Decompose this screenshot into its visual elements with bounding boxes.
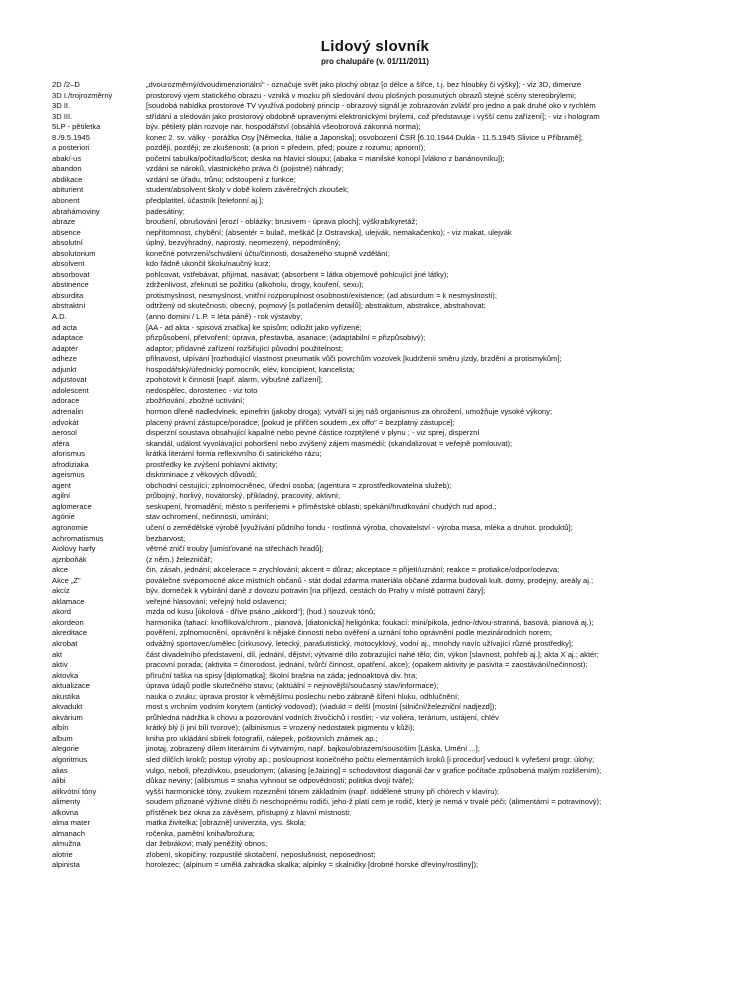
entry-definition: seskupení, hromadění; město s periferiemi + příměstské oblasti; spékání/hrudkování chudých rud apod.; bbox=[146, 501, 497, 511]
entry-definition: vzdání se úřadu, trůnu; odstoupení z funkce; bbox=[146, 174, 296, 184]
entry-definition: důkaz neviny; (alibismus = snaha vyhnout se odpovědnosti; politika dvojí tváře); bbox=[146, 776, 414, 786]
dictionary-entry bbox=[52, 534, 738, 545]
dictionary-entry bbox=[52, 808, 738, 819]
entry-definition: student/absolvent školy v době kolem závěrečných zkoušek; bbox=[146, 185, 350, 195]
entry-definition: broušení, obrušování [erozí - oblázky; brusivem - úprava ploch]; výškrab/kyretáž; bbox=[146, 217, 418, 227]
dictionary-entry bbox=[52, 270, 738, 281]
entry-definition: pohlcovat, vstřebávat, přijímat, nasávat; (absorbent = látka objemově pohlcující jiné látky); bbox=[146, 269, 449, 279]
entry-definition: most s vrchním vodním korytem (antický vodovod); (viadukt = delší [mostní [silniční/železniční nadjezd]); bbox=[146, 702, 497, 712]
entry-definition: adaptor; přídavné zařízení rozšiřující původní použitelnost; bbox=[146, 343, 344, 353]
entry-term: adolescent bbox=[52, 385, 89, 395]
dictionary-entry bbox=[52, 744, 738, 755]
entry-term: almužna bbox=[52, 839, 81, 849]
entry-term: adaptace bbox=[52, 333, 84, 343]
entry-definition: (anno domini / L.P. = léta páně) - rok výstavby; bbox=[146, 312, 303, 322]
entry-definition: učení o zemědělské výrobě [využívání půdního fondu - rostlinná výroba, chovatelství - výroba masa, mléka a druhot. produktů]; bbox=[146, 522, 573, 532]
entry-definition: hospodářský/úřednický pomocník, elév, koncipient, kancelista; bbox=[146, 364, 355, 374]
entry-term: akrobat bbox=[52, 638, 78, 648]
entry-term: agronomie bbox=[52, 522, 88, 532]
entry-term: ageismus bbox=[52, 470, 85, 480]
entry-term: alibi bbox=[52, 776, 66, 786]
dictionary-entry bbox=[52, 133, 738, 144]
entry-definition: sled dílčích kroků; postup výroby ap.; posloupnost konečného počtu elementárních kroků [i procedur] vedoucí k vyřešení progr. úlohy; bbox=[146, 755, 595, 764]
dictionary-entry bbox=[52, 586, 738, 597]
entry-term: alma mater bbox=[52, 818, 90, 828]
entry-term: agent bbox=[52, 480, 72, 490]
dictionary-entry bbox=[52, 576, 738, 587]
dictionary-entry bbox=[52, 249, 738, 260]
entry-term: achromatismus bbox=[52, 533, 104, 543]
dictionary-entry bbox=[52, 238, 738, 249]
entry-term: alkovna bbox=[52, 807, 79, 817]
entry-term: afrodiziaka bbox=[52, 459, 89, 469]
entry-definition: průbojný, horlivý, novátorský, příkladný, pracovitý, aktivní; bbox=[146, 491, 341, 501]
entry-definition: odvážný sportovec/umělec [cirkusový, letecký, parašutistický, motocyklový, vodní aj., mnohdy navíc užívající různé prostředky]; bbox=[146, 638, 574, 648]
entry-definition: vyšší harmonické tóny, zvukem rozeznění tónem základním (např. oddělené struny při chórech v klavíru); bbox=[146, 786, 500, 796]
dictionary-entry bbox=[52, 164, 738, 175]
entry-definition: placený právní zástupce/poradce; [pokud je přiřčen soudem „ex offo“ = bezplatný zástupce]; bbox=[146, 417, 455, 427]
entry-term: 5LP - pětiletka bbox=[52, 122, 101, 132]
entry-term: abrahámoviny bbox=[52, 206, 100, 216]
entry-term: 2D /2–D bbox=[52, 80, 80, 89]
dictionary-entry bbox=[52, 565, 738, 576]
entry-definition: diskriminace z věkových důvodů; bbox=[146, 470, 258, 480]
entry-term: aerosol bbox=[52, 428, 77, 438]
entry-term: aforismus bbox=[52, 449, 85, 459]
entry-term: 3D I./trojrozměrný bbox=[52, 90, 113, 100]
dictionary-entry bbox=[52, 312, 738, 323]
entry-term: absolutní bbox=[52, 238, 83, 248]
entry-definition: přístěnek bez okna za závěsem, přístupný z hlavní místnosti; bbox=[146, 807, 352, 817]
dictionary-entry bbox=[52, 597, 738, 608]
dictionary-entry bbox=[52, 80, 738, 91]
dictionary-entry bbox=[52, 850, 738, 861]
entry-term: album bbox=[52, 733, 73, 743]
entry-term: a posteriori bbox=[52, 143, 90, 153]
entry-definition: zbožňování, zbožné uctívání; bbox=[146, 396, 245, 406]
dictionary-entry bbox=[52, 460, 738, 471]
entry-term: adrenalin bbox=[52, 406, 84, 416]
entry-term: adjustovat bbox=[52, 375, 87, 385]
dictionary-entry bbox=[52, 185, 738, 196]
entry-term: aglomerace bbox=[52, 501, 92, 511]
entry-term: ad acta bbox=[52, 322, 77, 332]
dictionary-entry bbox=[52, 470, 738, 481]
dictionary-entry bbox=[52, 523, 738, 534]
dictionary-entry bbox=[52, 555, 738, 566]
entry-definition: obchodní cestující; zplnomocněnec, úřední osoba; (agentura = zprostředkovatelna služeb); bbox=[146, 480, 452, 490]
dictionary-entry bbox=[52, 122, 738, 133]
entry-definition: veřejné hlasování; veřejný hold oslavenci; bbox=[146, 596, 287, 606]
dictionary-entry bbox=[52, 481, 738, 492]
entry-definition: kniha pro ukládání sbírek fotografií, nálepek, poštovních známek ap.; bbox=[146, 733, 378, 743]
dictionary-entry bbox=[52, 333, 738, 344]
entry-definition: zlobení, skopičiny, rozpustilé skotačení, neposlušnost, neposednost; bbox=[146, 849, 376, 859]
dictionary-entry bbox=[52, 607, 738, 618]
entry-term: abandon bbox=[52, 164, 82, 174]
entry-definition: větrné zničí trouby [umísťované na střechách hradů]; bbox=[146, 544, 324, 554]
entry-definition: dar žebrákovi; malý peněžitý obnos; bbox=[146, 839, 268, 849]
entry-definition: část divadelního představení, díl, jednání, dějství; výtvarné dílo zobrazující nahé tělo; čin, výkon [slavnost, pohřeb aj.]; akta X aj.; aktér; bbox=[146, 649, 599, 659]
dictionary-entry bbox=[52, 418, 738, 429]
entry-term: aktiv bbox=[52, 660, 68, 670]
entry-term: akcíz bbox=[52, 586, 70, 596]
dictionary-entry bbox=[52, 91, 738, 102]
entry-definition: jinotaj, zobrazený dílem literárním či výtvarným, např. bajkou/obrazem/sousoším [Láska, Umění ...]; bbox=[146, 744, 480, 754]
entry-definition: matka živitelka; [obrazně] univerzita, vys. škola; bbox=[146, 818, 306, 828]
dictionary-entry bbox=[52, 766, 738, 777]
dictionary-entry bbox=[52, 544, 738, 555]
dictionary-entry bbox=[52, 228, 738, 239]
dictionary-entry bbox=[52, 650, 738, 661]
dictionary-entry bbox=[52, 723, 738, 734]
entry-term: akvárium bbox=[52, 712, 83, 722]
dictionary-entry bbox=[52, 734, 738, 745]
entry-term: aklamace bbox=[52, 596, 85, 606]
entry-term: akordeon bbox=[52, 617, 84, 627]
entry-term: absolvent bbox=[52, 259, 85, 269]
entry-term: algoritmus bbox=[52, 755, 88, 764]
entry-definition: (z něm.) železničář; bbox=[146, 554, 213, 564]
entry-term: agónie bbox=[52, 512, 75, 522]
entry-term: abraze bbox=[52, 217, 76, 227]
dictionary-entry bbox=[52, 491, 738, 502]
dictionary-entry bbox=[52, 787, 738, 798]
entry-term: alegorie bbox=[52, 744, 80, 754]
document-subtitle: pro chalupáře (v. 01/11/2011) bbox=[321, 57, 429, 66]
dictionary-entry bbox=[52, 860, 738, 871]
entry-term: absurdita bbox=[52, 290, 84, 300]
entry-definition: padesátiny; bbox=[146, 206, 185, 216]
entry-definition: vzdání se nároků, vlastnického práva či (pojistné) náhrady; bbox=[146, 164, 344, 174]
entry-definition: mzda od kusu [úkolová - dříve psáno „akkord“]; (hud.) souzvuk tónů; bbox=[146, 607, 376, 617]
entry-term: A.D. bbox=[52, 312, 67, 322]
dictionary-entry bbox=[52, 259, 738, 270]
entry-definition: [soudobá nabídka prostorové TV využívá podobný princip - obrazový signál je zobrazován zvlášť pro jedno a pak druhé oko v rychlém bbox=[146, 101, 596, 111]
entry-term: absorbovat bbox=[52, 269, 90, 279]
entry-definition: horolezec; (alpinum = umělá zahrádka skalka; alpinky = skalničky [drobné horské dřeviny/rostliny]); bbox=[146, 860, 479, 870]
entry-term: 8./9.5.1945 bbox=[52, 132, 91, 142]
entry-definition: střídání a sledován jako prostorový obdobně upravenými elektronickými brýlemi, což představuje i vyšší cenu zařízení]; - viz i hologram bbox=[146, 111, 600, 121]
entry-term: akce bbox=[52, 565, 69, 575]
dictionary-entry bbox=[52, 818, 738, 829]
entry-definition: bezbarvost; bbox=[146, 533, 186, 543]
dictionary-entry bbox=[52, 396, 738, 407]
entry-term: almanach bbox=[52, 828, 85, 838]
entry-definition: konečné potvrzení/schválení účtu/činnosti, dosaženého stupně vzdělání; bbox=[146, 248, 390, 258]
entry-term: alikvótní tóny bbox=[52, 786, 97, 796]
dictionary-entry bbox=[52, 375, 738, 386]
dictionary-entry bbox=[52, 323, 738, 334]
entry-term: ajznboňák bbox=[52, 554, 87, 564]
entry-definition: předplatitel, účastník [telefonní aj.]; bbox=[146, 196, 264, 206]
entry-definition: odtržený od skutečnosti, obecný, pojmový [s potlačením detailů]; abstraktum, abstrakce, abstrahovat; bbox=[146, 301, 486, 311]
entry-term: abak/-us bbox=[52, 153, 82, 163]
dictionary-entry bbox=[52, 301, 738, 312]
dictionary-entry bbox=[52, 618, 738, 629]
dictionary-entry bbox=[52, 344, 738, 355]
entry-definition: pověření, zplnomocnění, oprávnění k nějaké činnosti nebo ověření a uznání toho oprávnění podle mezinárodních norem; bbox=[146, 628, 553, 638]
entry-definition: „dvourozměrný/dvoudimenzionální“ - označuje svět jako plochý obraz [o délce a šířce, t.j. bez hloubky či výšky]; - viz 3D, dimenze bbox=[146, 80, 582, 89]
entry-term: 3D III. bbox=[52, 111, 73, 121]
entry-term: alias bbox=[52, 765, 68, 775]
dictionary-entry bbox=[52, 217, 738, 228]
dictionary-entry bbox=[52, 207, 738, 218]
dictionary-entry bbox=[52, 143, 738, 154]
entry-definition: nauka o zvuku; úprava prostor k věrnějšímu poslechu nebo zábraně šíření hluku, odhlučnění; bbox=[146, 691, 460, 701]
dictionary-entry bbox=[52, 776, 738, 787]
entry-definition: kdo řádně ukončil školu/naučný kurz; bbox=[146, 259, 271, 269]
dictionary-entry bbox=[52, 407, 738, 418]
entry-term: akt bbox=[52, 649, 63, 659]
entry-term: albín bbox=[52, 723, 69, 733]
entry-definition: býv. pětiletý plán rozvoje nár. hospodářství (obsáhlá všeoborová zákonná norma); bbox=[146, 122, 421, 132]
entry-definition: ročenka, pamětní kniha/brožura; bbox=[146, 828, 255, 838]
entry-definition: úprava údajů podle skutečného stavu; (aktuální = nejnovější/současný stav/informace); bbox=[146, 681, 439, 691]
entry-definition: úplný, bezvýhradný, naprostý, neomezený, nepodmíněný; bbox=[146, 238, 341, 248]
entry-term: adjunkt bbox=[52, 364, 77, 374]
entry-definition: nedospělec, dorostenec - viz toto bbox=[146, 385, 258, 395]
dictionary-entry bbox=[52, 365, 738, 376]
entry-definition: zpohotovit k činnosti [např. alarm, výbušné zařízení]; bbox=[146, 375, 323, 385]
entry-definition: disperzní soustava obsahující kapalné nebo pevné částice rozptýlené v plynu ; - viz sprej, disperzní bbox=[146, 428, 480, 438]
entry-term: aktovka bbox=[52, 670, 79, 680]
entry-term: akustika bbox=[52, 691, 80, 701]
entry-definition: poválečné svépomocné akce místních občanů - stát dodal zdarma materiála občané zdarma budovali kult. domy, prodejny, areály aj.; bbox=[146, 575, 594, 585]
dictionary-entry bbox=[52, 692, 738, 703]
entry-term: adorace bbox=[52, 396, 80, 406]
entry-term: aféra bbox=[52, 438, 70, 448]
entry-term: abstraktní bbox=[52, 301, 86, 311]
entry-term: akord bbox=[52, 607, 71, 617]
dictionary-entry bbox=[52, 671, 738, 682]
entry-definition: skandál, událost vyvolávající pohoršení nebo zvýšený zájem masmédií; (skandalizovat = veřejně pomlouvat); bbox=[146, 438, 513, 448]
entry-definition: přizpůsobení, přetvoření; úprava, přestavba, asanace; (adaptabilní = přizpůsobivý); bbox=[146, 333, 426, 343]
dictionary-entry bbox=[52, 449, 738, 460]
dictionary-entry bbox=[52, 112, 738, 123]
entry-definition: [AA - ad akta - spisová značka] ke spisům; odložit jako vyřízené; bbox=[146, 322, 362, 332]
entry-term: advokát bbox=[52, 417, 79, 427]
entry-term: adheze bbox=[52, 354, 77, 364]
entry-term: akreditace bbox=[52, 628, 88, 638]
entry-term: 3D II. bbox=[52, 101, 71, 111]
dictionary-entry bbox=[52, 713, 738, 724]
entry-definition: býv. domeček k vybírání daně z dovozu potravin [na příjezd. cestách do Prahy v místě potravní čáry]; bbox=[146, 586, 486, 596]
entry-definition: prostředky ke zvýšení pohlavní aktivity; bbox=[146, 459, 278, 469]
dictionary-entry bbox=[52, 502, 738, 513]
entry-definition: vulgo, neboli, přezdívkou, pseudonym; (aliasing [eJaizing] = schodovitost diagonál čar v grafice počítače způsobená malým rozlišením); bbox=[146, 765, 602, 775]
dictionary-entry bbox=[52, 280, 738, 291]
entry-term: alotrie bbox=[52, 849, 73, 859]
entry-term: abiturient bbox=[52, 185, 84, 195]
entry-definition: pracovní porada; (aktivita = činorodost, jednání, tvůrčí činnost, opatření, akce); (opakem aktivity je pasivita = zaostávání/nečinnost); bbox=[146, 660, 588, 670]
dictionary-entry bbox=[52, 154, 738, 165]
dictionary-entry bbox=[52, 702, 738, 713]
entry-term: Akce „Z“ bbox=[52, 575, 81, 585]
dictionary-entry bbox=[52, 829, 738, 840]
entry-term: alpinista bbox=[52, 860, 80, 870]
entry-definition: konec 2. sv. války - porážka Osy [Německa, Itálie a Japonska]; osvobození ČSR [6.10.1944 Dukla - 11.5.1945 Slivice u Příbramě]; bbox=[146, 132, 583, 142]
entry-term: abdikace bbox=[52, 174, 83, 184]
entry-definition: průhledná nádržka k chovu a pozorování vodních živočichů i rostlin; - viz voliéra, terárium, ustájení, chlév bbox=[146, 712, 499, 722]
entry-definition: později, později; ze zkušenosti; (a priori = předem, před; pouze z rozumu; apriorní); bbox=[146, 143, 426, 153]
entry-definition: početní tabulka/počítadlo/šcot; deska na hlavici sloupu; (abaka = manilské konopí [vlákno z banánovníku]); bbox=[146, 153, 505, 163]
entry-term: abonent bbox=[52, 196, 80, 206]
entry-definition: krátký blý (i jiní bílí tvorové); (albinismus = vrozený nedostatek pigmentu v kůži); bbox=[146, 723, 415, 733]
dictionary-entry bbox=[52, 175, 738, 186]
entry-definition: čin, zásah, jednání; akcelerace = zrychlování; akcent = důraz; akceptace = přijetí/uznání; reakce = protiakce/odpor/odezva; bbox=[146, 565, 560, 575]
dictionary-entry bbox=[52, 797, 738, 808]
entry-term: adaptér bbox=[52, 343, 78, 353]
entry-definition: přilnavost, ulpívání [rozhodující vlastnost pneumatik vůči povrchům vozovek [kudrženíi směru jízdy, brzdění a protismykům]; bbox=[146, 354, 562, 364]
dictionary-entry bbox=[52, 386, 738, 397]
entry-term: aktualizace bbox=[52, 681, 90, 691]
dictionary-entry bbox=[52, 628, 738, 639]
entry-definition: stav ochromení, nečinnosti, umírání; bbox=[146, 512, 269, 522]
entry-definition: krátká literární forma reflexivního či satirického rázu; bbox=[146, 449, 322, 459]
entry-term: absence bbox=[52, 227, 81, 237]
dictionary-entry bbox=[52, 354, 738, 365]
entry-definition: prostorový vjem statického obrazu - vzniká v mozku při sledování dvou plošných posunutých obrazů stejné scény stereobrýlemi; bbox=[146, 90, 577, 100]
dictionary-entry bbox=[52, 196, 738, 207]
dictionary-entry bbox=[52, 681, 738, 692]
entry-definition: soudem přiznané výživné dítěti či neschopnému rodiči, jeho-ž platí cem je rodič, který je nemá v trvalé péči; (alimentární = potravinový); bbox=[146, 797, 602, 807]
document-title: Lidový slovník bbox=[320, 38, 430, 55]
entry-term: agilní bbox=[52, 491, 71, 501]
entry-definition: zdrženlivost, zřeknutí se požitku (alkoholu, drogy, kouření, sexu); bbox=[146, 280, 364, 290]
entry-term: alimenty bbox=[52, 797, 81, 807]
dictionary-entry bbox=[52, 101, 738, 112]
entry-term: abstinence bbox=[52, 280, 89, 290]
dictionary-entry bbox=[52, 291, 738, 302]
entry-definition: nepřítomnost, chybění; (absentér = bulač, meškáč [z Ostravska], ulejvák, nemakačenko); - viz makat, ulejvák bbox=[146, 227, 512, 237]
entry-definition: harmonika (tahací: knoflíková/chrom., pianová, [diatonická] heligónka; foukací: mini/pikola, jedno-/dvou-stranná, basová, pianová aj.); bbox=[146, 617, 594, 627]
dictionary-entry bbox=[52, 660, 738, 671]
entry-term: akvadukt bbox=[52, 702, 83, 712]
entry-term: absolutorium bbox=[52, 248, 96, 258]
entry-definition: příruční taška na spisy [diplomatka]; školní brašna na záda; jednoaktová div. hra; bbox=[146, 670, 418, 680]
dictionary-entry bbox=[52, 639, 738, 650]
dictionary-entry bbox=[52, 428, 738, 439]
dictionary-entry bbox=[52, 512, 738, 523]
entry-definition: protismyslnost, nesmyslnost, vnitřní rozporuplnost osobnosti/existence; (ad absurdum = k nesmyslnosti); bbox=[146, 290, 497, 300]
dictionary-entry bbox=[52, 755, 738, 766]
entry-definition: hormon dřeně nadledvinek, epinefrin (jakoby droga); vytváří si jej náš organismus za ohrožení, umožňuje vysoké výkony; bbox=[146, 406, 553, 416]
dictionary-entry bbox=[52, 839, 738, 850]
dictionary-entry bbox=[52, 439, 738, 450]
entry-term: Aiolovy harfy bbox=[52, 544, 96, 554]
dictionary-entries bbox=[0, 80, 750, 871]
